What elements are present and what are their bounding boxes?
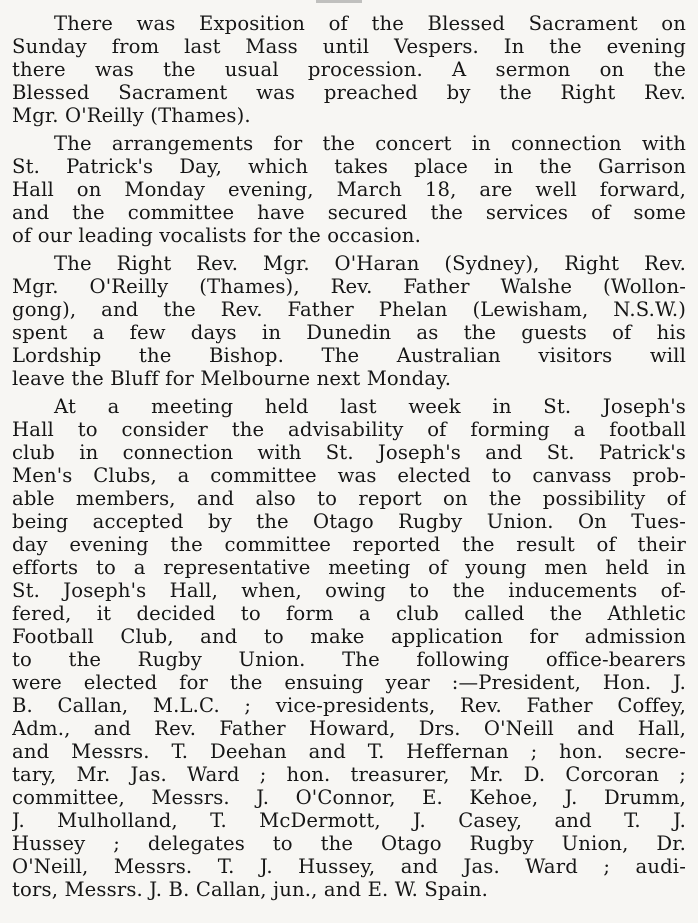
article-paragraph: [12, 395, 686, 901]
text-line: Adm., and Rev. Father Howard, Drs. O'Neill and Hall,: [12, 717, 686, 740]
text-line: J. Mulholland, T. McDermott, J. Casey, and T. J.: [12, 809, 686, 832]
text-line: club in connection with St. Joseph's and St. Patrick's: [12, 441, 686, 464]
text-line: spent a few days in Dunedin as the guests of his: [12, 321, 686, 344]
text-line: O'Neill, Messrs. T. J. Hussey, and Jas. Ward ; audi-: [12, 855, 686, 878]
text-line: Mgr. O'Reilly (Thames), Rev. Father Walshe (Wollon-: [12, 275, 686, 298]
text-line: and Messrs. T. Deehan and T. Heffernan ; hon. secre-: [12, 740, 686, 763]
article-paragraph: [12, 252, 686, 390]
text-line: Mgr. O'Reilly (Thames).: [12, 104, 251, 127]
text-line: fered, it decided to form a club called the Athletic: [12, 602, 686, 625]
text-line: The arrangements for the concert in connection with: [54, 132, 686, 155]
text-line: At a meeting held last week in St. Joseph's: [54, 395, 686, 418]
text-line: Hussey ; delegates to the Otago Rugby Union, Dr.: [12, 832, 686, 855]
text-line: Blessed Sacrament was preached by the Right Rev.: [12, 81, 686, 104]
text-line: leave the Bluff for Melbourne next Monday.: [12, 367, 452, 390]
text-line: There was Exposition of the Blessed Sacrament on: [54, 12, 686, 35]
article-column: [12, 12, 686, 906]
text-line: Lordship the Bishop. The Australian visitors will: [12, 344, 686, 367]
text-line: Football Club, and to make application for admission: [12, 625, 686, 648]
text-line: efforts to a representative meeting of young men held in: [12, 556, 686, 579]
text-line: Hall to consider the advisability of forming a football: [12, 418, 686, 441]
text-line: of our leading vocalists for the occasion.: [12, 224, 421, 247]
text-line: being accepted by the Otago Rugby Union. On Tues-: [12, 510, 686, 533]
text-line: Men's Clubs, a committee was elected to canvass prob-: [12, 464, 686, 487]
article-paragraph: [12, 132, 686, 247]
text-line: able members, and also to report on the possibility of: [12, 487, 686, 510]
text-line: were elected for the ensuing year :—President, Hon. J.: [12, 671, 686, 694]
text-line: St. Patrick's Day, which takes place in the Garrison: [12, 155, 686, 178]
text-line: St. Joseph's Hall, when, owing to the inducements of-: [12, 579, 686, 602]
text-line: Sunday from last Mass until Vespers. In the evening: [12, 35, 686, 58]
text-line: there was the usual procession. A sermon on the: [12, 58, 686, 81]
text-line: day evening the committee reported the result of their: [12, 533, 686, 556]
text-line: gong), and the Rev. Father Phelan (Lewisham, N.S.W.): [12, 298, 686, 321]
text-line: committee, Messrs. J. O'Connor, E. Kehoe, J. Drumm,: [12, 786, 686, 809]
text-line: The Right Rev. Mgr. O'Haran (Sydney), Right Rev.: [54, 252, 686, 275]
print-smudge: [316, 0, 362, 3]
article-paragraph: [12, 12, 686, 127]
text-line: Hall on Monday evening, March 18, are well forward,: [12, 178, 686, 201]
text-line: B. Callan, M.L.C. ; vice-presidents, Rev. Father Coffey,: [12, 694, 686, 717]
text-line: tors, Messrs. J. B. Callan, jun., and E. W. Spain.: [12, 878, 489, 901]
text-line: tary, Mr. Jas. Ward ; hon. treasurer, Mr. D. Corcoran ;: [12, 763, 686, 786]
text-line: to the Rugby Union. The following office-bearers: [12, 648, 686, 671]
text-line: and the committee have secured the services of some: [12, 201, 686, 224]
